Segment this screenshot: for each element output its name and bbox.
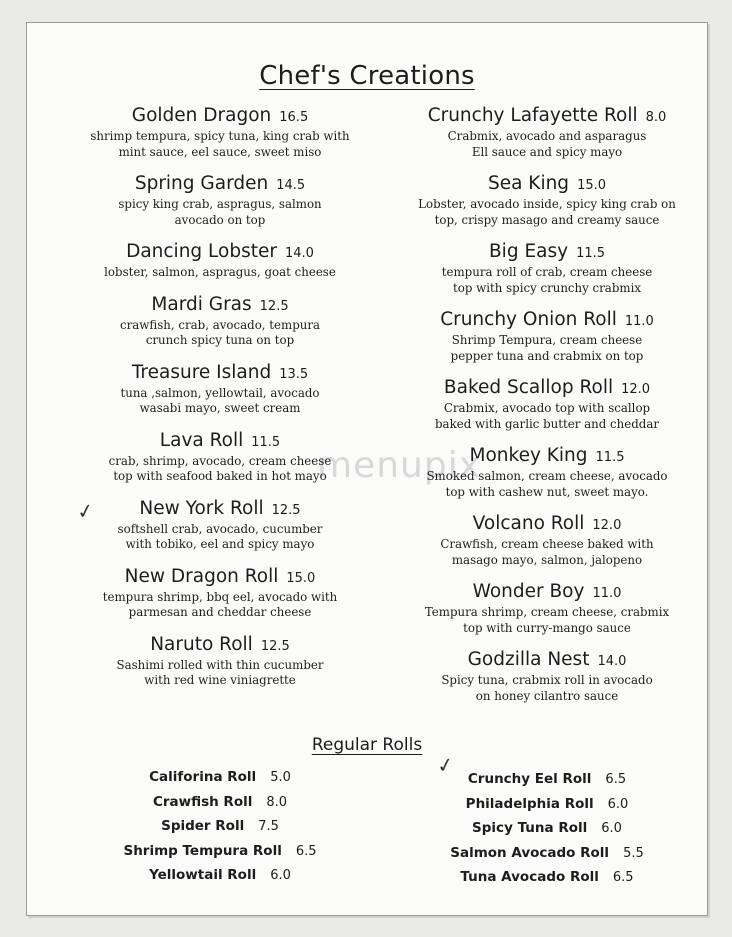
item-description: softshell crab, avocado, cucumber bbox=[117, 521, 323, 536]
item-description: parmesan and cheddar cheese bbox=[128, 605, 312, 619]
section-title-regular-rolls: Regular Rolls bbox=[311, 735, 423, 755]
item-description: Crabmix, avocado and asparagus bbox=[447, 129, 647, 143]
item-description: Tempura shrimp, cream cheese, crabmix bbox=[424, 605, 670, 619]
roll-item bbox=[55, 863, 385, 888]
menu-item bbox=[55, 294, 385, 349]
item-name: Baked Scallop Roll bbox=[443, 377, 614, 398]
item-description: masago mayo, salmon, jalopeno bbox=[451, 552, 643, 567]
item-description: wasabi mayo, sweet cream bbox=[139, 401, 301, 415]
item-price: 14.5 bbox=[276, 178, 306, 193]
item-description: top with spicy crunchy crabmix bbox=[452, 280, 641, 295]
item-description: top, crispy masago and creamy sauce bbox=[434, 212, 660, 227]
menu-page bbox=[26, 22, 708, 916]
roll-name: Yellowtail Roll bbox=[149, 867, 257, 883]
roll-name: Philadelphia Roll bbox=[465, 795, 594, 812]
regular-rolls-right-column bbox=[382, 767, 712, 890]
roll-name: Crawfish Roll bbox=[152, 793, 253, 810]
item-description: Crawfish, cream cheese baked with bbox=[440, 537, 654, 551]
item-description: spicy king crab, aspragus, salmon bbox=[118, 197, 322, 211]
item-name: Crunchy Onion Roll bbox=[440, 309, 617, 330]
item-description: avocado on top bbox=[174, 212, 266, 227]
menu-item bbox=[382, 241, 712, 296]
item-name: Wonder Boy bbox=[472, 581, 585, 602]
chef-creations-right-column bbox=[382, 105, 712, 717]
item-price: 14.0 bbox=[284, 246, 314, 261]
item-name: Treasure Island bbox=[131, 361, 272, 383]
roll-item bbox=[55, 765, 385, 790]
item-description: Spicy tuna, crabmix roll in avocado bbox=[441, 673, 653, 687]
item-name: New Dragon Roll bbox=[124, 565, 279, 587]
item-description: with tobiko, eel and spicy mayo bbox=[125, 537, 315, 551]
item-name: New York Roll bbox=[139, 497, 264, 519]
item-description: Lobster, avocado inside, spicy king crab on bbox=[418, 197, 676, 211]
menu-item bbox=[55, 173, 385, 228]
handwritten-check-icon: ✓ bbox=[435, 751, 456, 779]
roll-price: 5.0 bbox=[270, 770, 291, 785]
item-price: 11.5 bbox=[595, 450, 625, 465]
item-description: crab, shrimp, avocado, cream cheese bbox=[108, 453, 332, 468]
item-description: crunch spicy tuna on top bbox=[145, 333, 295, 347]
menu-item bbox=[55, 362, 385, 417]
menu-item bbox=[382, 445, 712, 500]
item-description: Crabmix, avocado top with scallop bbox=[443, 401, 651, 415]
roll-price: 6.5 bbox=[612, 870, 634, 885]
roll-price: 5.5 bbox=[623, 845, 644, 861]
item-description: tempura shrimp, bbq eel, avocado with bbox=[102, 589, 338, 604]
roll-price: 6.0 bbox=[270, 868, 291, 883]
item-name: Golden Dragon bbox=[131, 105, 272, 126]
roll-price: 8.0 bbox=[266, 794, 288, 810]
item-price: 15.0 bbox=[577, 178, 607, 193]
item-description: top with cashew nut, sweet mayo. bbox=[445, 484, 649, 499]
roll-item bbox=[55, 814, 385, 839]
item-price: 8.0 bbox=[645, 110, 667, 125]
item-name: Crunchy Lafayette Roll bbox=[427, 105, 638, 126]
item-name: Monkey King bbox=[469, 445, 588, 466]
roll-name: Spicy Tuna Roll bbox=[472, 820, 588, 836]
roll-name: Tuna Avocado Roll bbox=[460, 869, 599, 885]
roll-price: 6.5 bbox=[605, 772, 627, 787]
item-description: pepper tuna and crabmix on top bbox=[450, 348, 644, 363]
item-name: Big Easy bbox=[488, 241, 569, 262]
regular-rolls-left-column bbox=[55, 765, 385, 888]
item-price: 11.5 bbox=[576, 246, 606, 261]
item-name: Spring Garden bbox=[134, 173, 269, 194]
roll-name: Crunchy Eel Roll bbox=[467, 771, 592, 787]
roll-item bbox=[55, 790, 385, 815]
item-price: 16.5 bbox=[279, 110, 309, 125]
roll-price: 6.5 bbox=[295, 843, 317, 859]
item-description: tuna ,salmon, yellowtail, avocado bbox=[120, 385, 320, 400]
roll-item bbox=[382, 841, 712, 866]
roll-price: 7.5 bbox=[258, 819, 279, 834]
menu-item bbox=[382, 309, 712, 364]
roll-name: Spider Roll bbox=[161, 818, 245, 834]
item-price: 14.0 bbox=[597, 654, 627, 669]
menu-item bbox=[55, 566, 385, 621]
item-name: Volcano Roll bbox=[472, 513, 585, 534]
roll-item bbox=[382, 767, 712, 792]
roll-name: Shrimp Tempura Roll bbox=[123, 842, 282, 859]
menu-item bbox=[382, 581, 712, 636]
item-price: 15.0 bbox=[286, 570, 316, 586]
item-name: Mardi Gras bbox=[151, 293, 252, 315]
roll-name: Califorina Roll bbox=[149, 769, 257, 785]
menu-item bbox=[55, 498, 385, 553]
item-description: top with seafood baked in hot mayo bbox=[113, 469, 327, 483]
item-description: top with curry-mango sauce bbox=[463, 620, 631, 635]
item-description: baked with garlic butter and cheddar bbox=[435, 416, 659, 431]
item-price: 11.5 bbox=[251, 434, 281, 450]
item-price: 13.5 bbox=[279, 366, 309, 382]
item-description: Sashimi rolled with thin cucumber bbox=[116, 657, 324, 672]
roll-name: Salmon Avocado Roll bbox=[450, 844, 610, 861]
menu-item bbox=[55, 105, 385, 160]
menu-item bbox=[55, 241, 385, 281]
item-price: 12.5 bbox=[259, 298, 289, 314]
item-description: with red wine viniagrette bbox=[144, 673, 296, 687]
roll-item bbox=[55, 839, 385, 864]
item-name: Dancing Lobster bbox=[126, 241, 277, 262]
roll-item bbox=[382, 865, 712, 890]
item-description: tempura roll of crab, cream cheese bbox=[441, 265, 653, 279]
item-description: mint sauce, eel sauce, sweet miso bbox=[118, 144, 322, 159]
roll-item bbox=[382, 792, 712, 817]
item-description: on honey cilantro sauce bbox=[475, 688, 619, 703]
chef-creations-left-column bbox=[55, 105, 385, 702]
watermark: menupix bbox=[317, 445, 482, 486]
menu-item bbox=[382, 377, 712, 432]
item-description: Shrimp Tempura, cream cheese bbox=[451, 333, 643, 347]
item-name: Sea King bbox=[487, 173, 570, 194]
item-price: 12.5 bbox=[260, 638, 290, 654]
item-name: Naruto Roll bbox=[150, 633, 253, 655]
item-description: Smoked salmon, cream cheese, avocado bbox=[426, 469, 668, 483]
item-description: shrimp tempura, spicy tuna, king crab with bbox=[90, 129, 350, 143]
item-name: Godzilla Nest bbox=[467, 649, 590, 670]
menu-item bbox=[382, 173, 712, 228]
item-description: Ell sauce and spicy mayo bbox=[471, 144, 623, 159]
item-price: 11.0 bbox=[592, 586, 622, 601]
roll-price: 6.0 bbox=[601, 821, 622, 836]
item-price: 12.5 bbox=[271, 502, 301, 518]
menu-item bbox=[382, 513, 712, 568]
handwritten-check-icon: ✓ bbox=[75, 497, 96, 525]
menu-item bbox=[55, 634, 385, 689]
item-price: 12.0 bbox=[621, 382, 651, 397]
roll-item bbox=[382, 816, 712, 841]
page-title: Chef's Creations bbox=[259, 61, 475, 91]
item-description: lobster, salmon, aspragus, goat cheese bbox=[104, 265, 336, 279]
menu-item bbox=[382, 105, 712, 160]
item-price: 11.0 bbox=[624, 314, 654, 329]
menu-item bbox=[382, 649, 712, 704]
item-price: 12.0 bbox=[592, 518, 622, 533]
menu-item bbox=[55, 430, 385, 485]
item-name: Lava Roll bbox=[159, 429, 244, 451]
item-description: crawfish, crab, avocado, tempura bbox=[119, 317, 321, 332]
roll-price: 6.0 bbox=[607, 796, 629, 812]
